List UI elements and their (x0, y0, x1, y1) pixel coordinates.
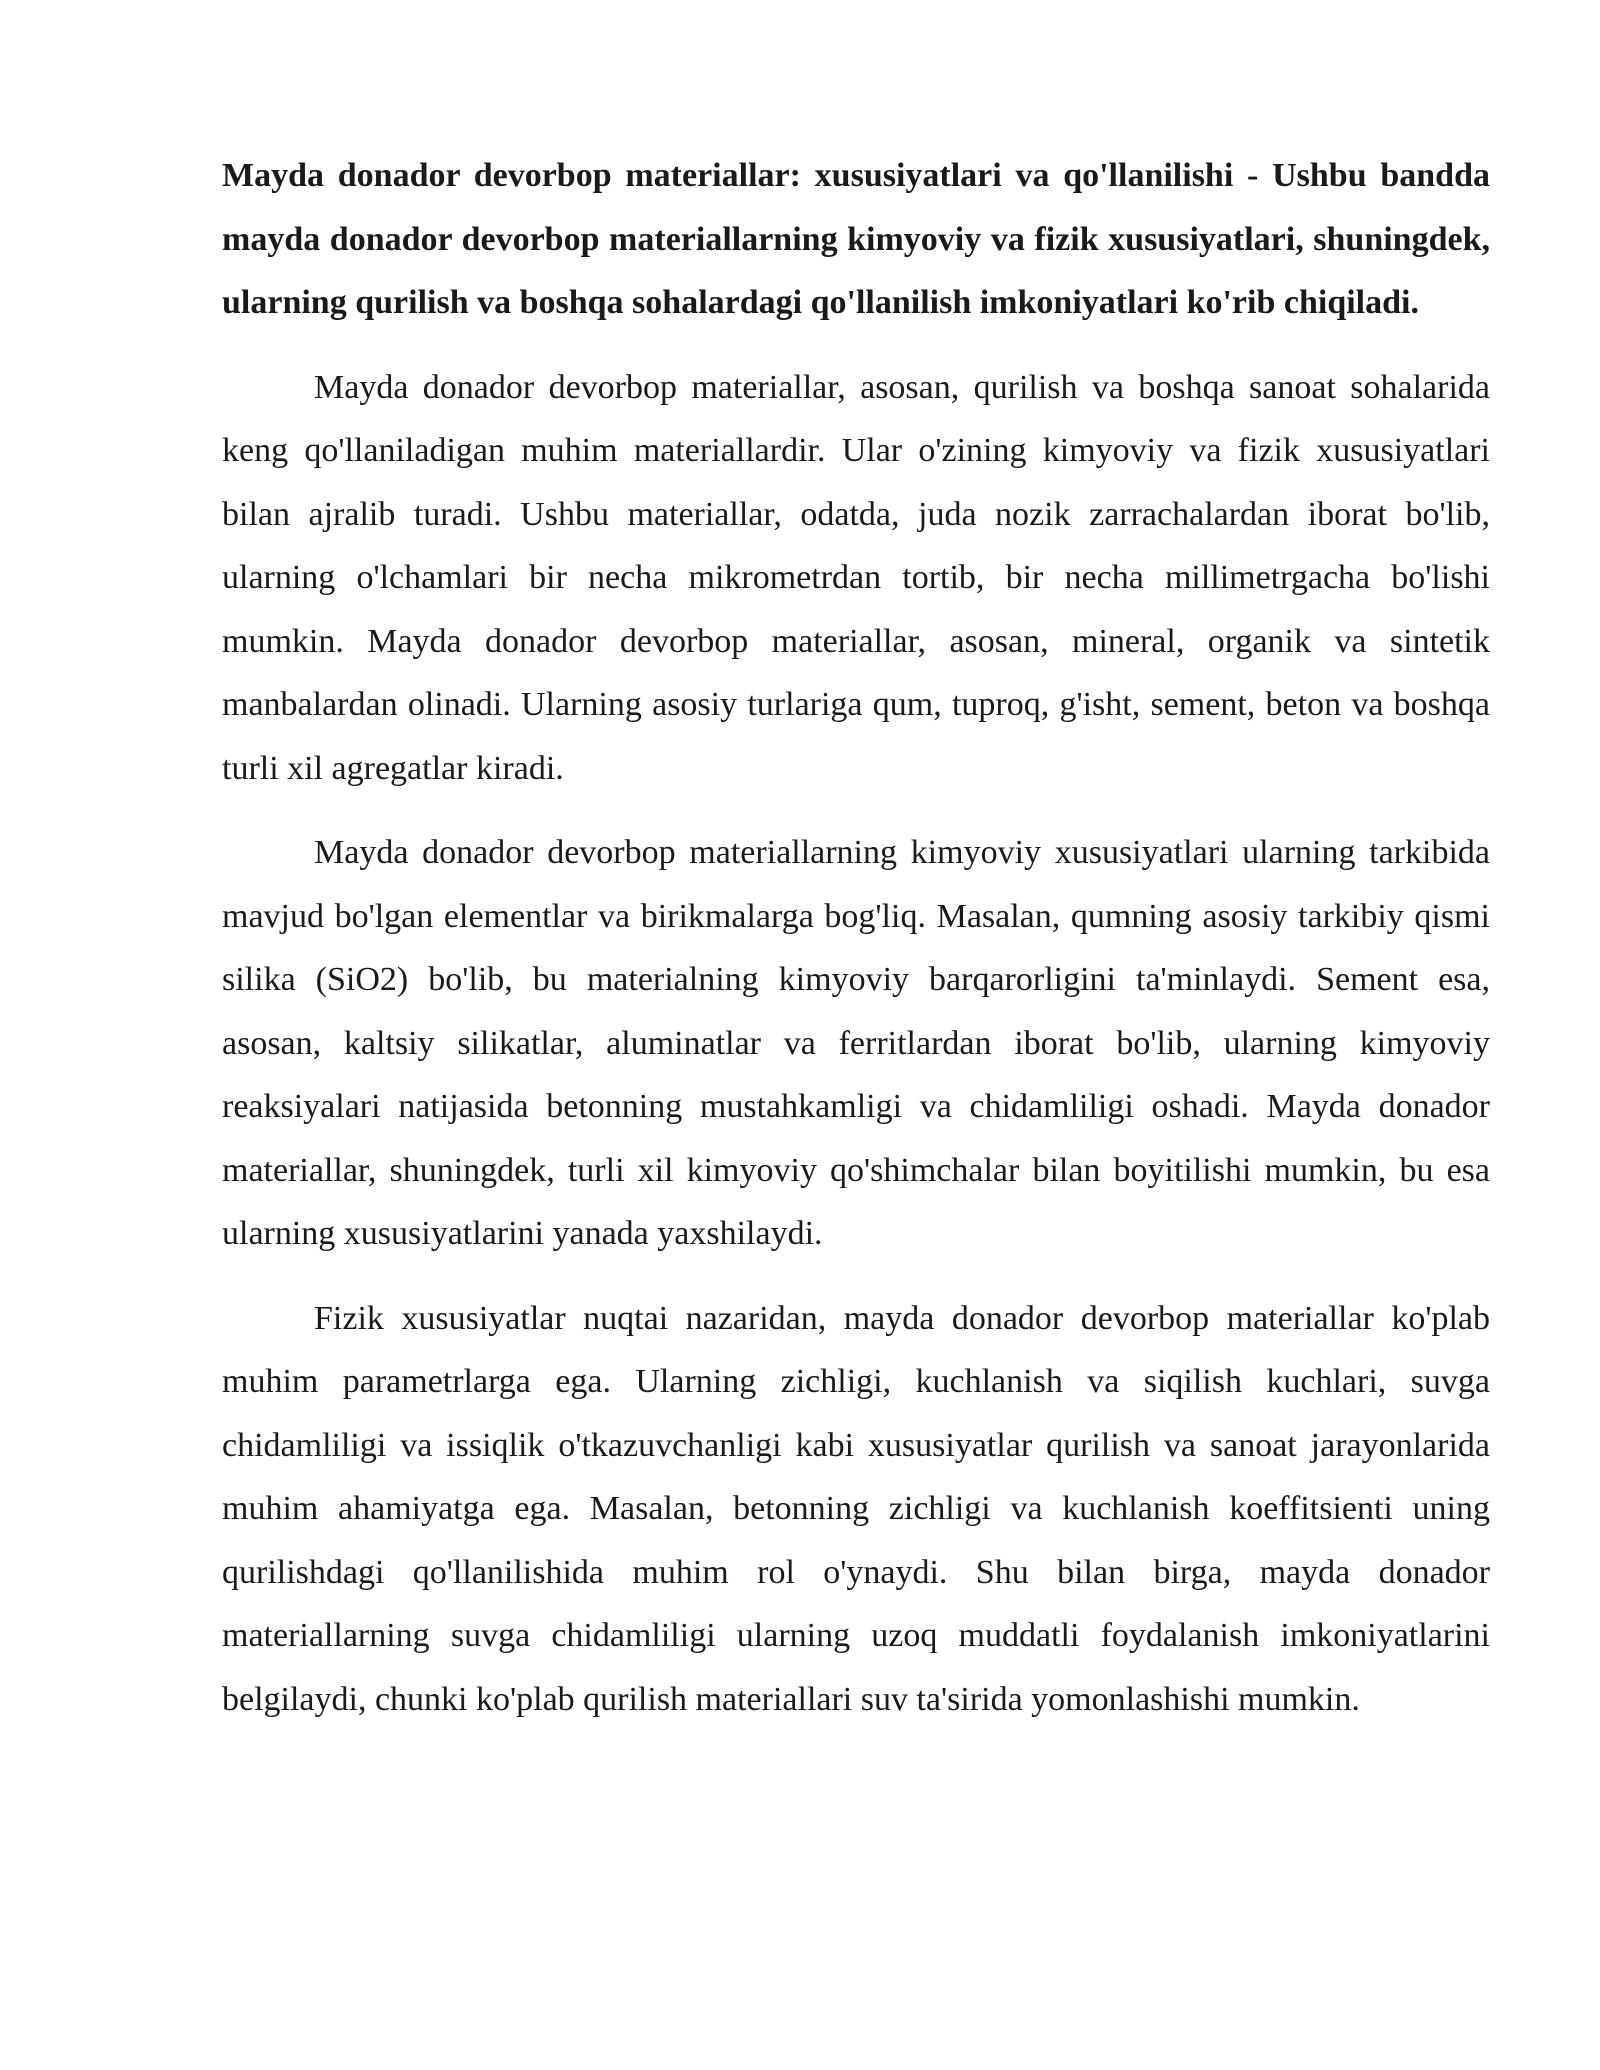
paragraph-2: Mayda donador devorbop materiallarning kimyoviy xususiyatlari ularning tarkibida mavjud bo'lgan elementlar va birikmalarga bog'liq. Masalan, qumning asosiy tarkibiy qismi silika (SiO2) bo'lib, bu materialning kimyoviy barqarorligini ta'minlaydi. Sement esa, asosan, kaltsiy silikatlar, aluminatlar va ferritlardan iborat bo'lib, ularning kimyoviy reaksiyalari natijasida betonning mustahkamligi va chidamliligi oshadi. Mayda donador materiallar, shuningdek, turli xil kimyoviy qo'shimchalar bilan boyitilishi mumkin, bu esa ularning xususiyatlarini yanada yaxshilaydi. (222, 834, 1490, 1252)
section-heading: Mayda donador devorbop materiallar: xususiyatlari va qo'llanilishi - Ushbu bandda mayda donador devorbop materiallarning kimyoviy va fizik xususiyatlari, shuningdek, ularning qurilish va boshqa sohalardagi qo'llanilish imkoniyatlari ko'rib chiqiladi. (222, 157, 1490, 321)
paragraph-3: Fizik xususiyatlar nuqtai nazaridan, mayda donador devorbop materiallar ko'plab muhim parametrlarga ega. Ularning zichligi, kuchlanish va siqilish kuchlari, suvga chidamliligi va issiqlik o'tkazuvchanligi kabi xususiyatlar qurilish va sanoat jarayonlarida muhim ahamiyatga ega. Masalan, betonning zichligi va kuchlanish koeffitsienti uning qurilishdagi qo'llanilishida muhim rol o'ynaydi. Shu bilan birga, mayda donador materiallarning suvga chidamliligi ularning uzoq muddatli foydalanish imkoniyatlarini belgilaydi, chunki ko'plab qurilish materiallari suv ta'sirida yomonlashishi mumkin. (222, 1299, 1490, 1718)
document-body (222, 144, 1490, 1752)
paragraph-1: Mayda donador devorbop materiallar, asosan, qurilish va boshqa sanoat sohalarida keng qo'llaniladigan muhim materiallardir. Ular o'zining kimyoviy va fizik xususiyatlari bilan ajralib turadi. Ushbu materiallar, odatda, juda nozik zarrachalardan iborat bo'lib, ularning o'lchamlari bir necha mikrometrdan tortib, bir necha millimetrgacha bo'lishi mumkin. Mayda donador devorbop materiallar, asosan, mineral, organik va sintetik manbalardan olinadi. Ularning asosiy turlariga qum, tuproq, g'isht, sement, beton va boshqa turli xil agregatlar kiradi. (222, 368, 1490, 787)
